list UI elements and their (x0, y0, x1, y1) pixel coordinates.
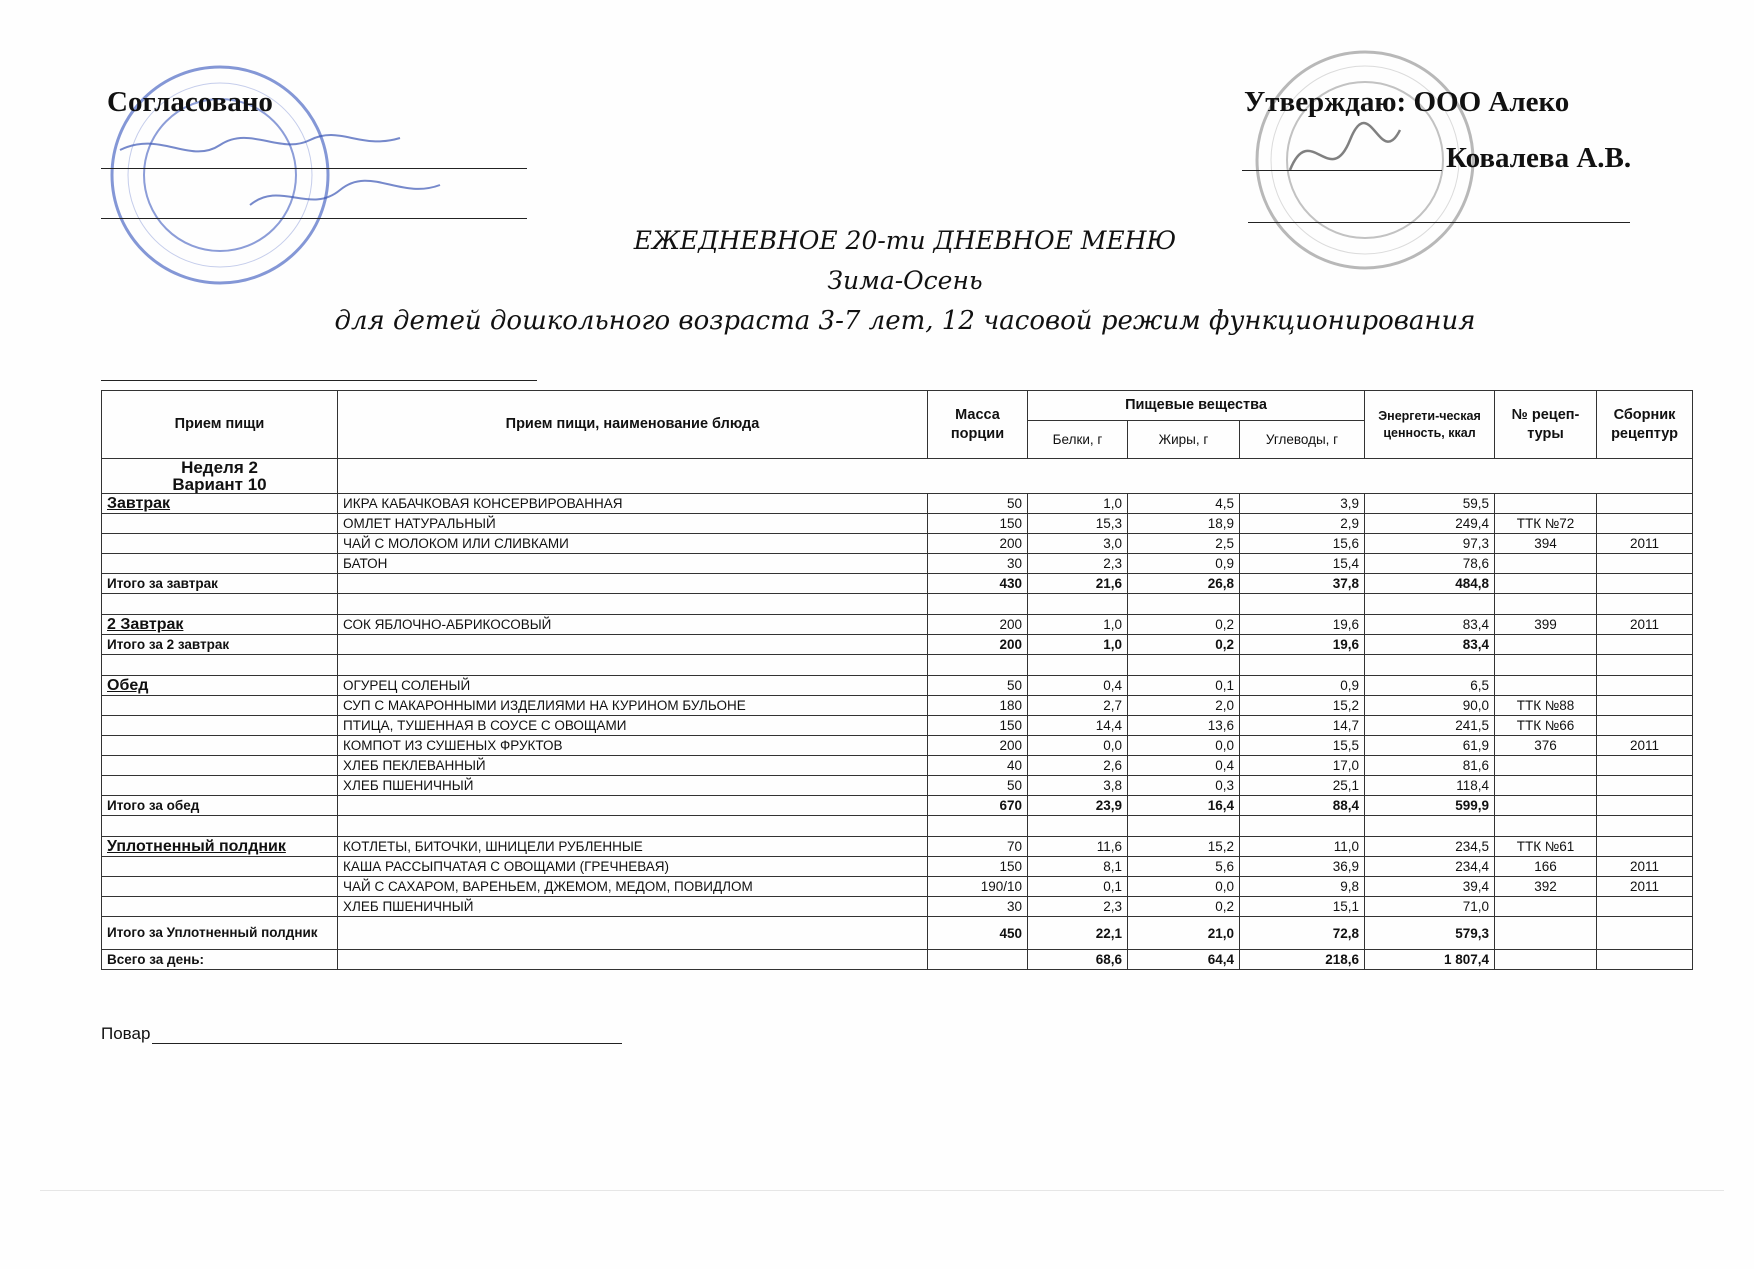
carbs-cell: 36,9 (1240, 857, 1365, 877)
fat-cell: 2,0 (1128, 696, 1240, 716)
cook-label: Повар (101, 1024, 151, 1043)
energy-cell: 71,0 (1365, 897, 1495, 917)
dish-cell: БАТОН (338, 554, 928, 574)
total-row (102, 574, 1693, 594)
collection-cell (1597, 716, 1693, 736)
meal-cell: Итого за 2 завтрак (102, 635, 338, 655)
energy-cell: 249,4 (1365, 514, 1495, 534)
recipe-cell (1495, 635, 1597, 655)
protein-cell: 2,3 (1028, 554, 1128, 574)
protein-cell: 2,3 (1028, 897, 1128, 917)
protein-cell: 2,7 (1028, 696, 1128, 716)
collection-cell (1597, 950, 1693, 970)
carbs-cell: 9,8 (1240, 877, 1365, 897)
collection-cell (1597, 696, 1693, 716)
recipe-cell: 394 (1495, 534, 1597, 554)
carbs-cell: 218,6 (1240, 950, 1365, 970)
spacer-row (102, 816, 1693, 837)
table-row (102, 736, 1693, 756)
meal-cell (102, 756, 338, 776)
fat-cell: 21,0 (1128, 917, 1240, 950)
protein-cell: 3,0 (1028, 534, 1128, 554)
table-row (102, 554, 1693, 574)
col-header-fat: Жиры, г (1128, 421, 1240, 459)
col-header-carbs: Углеводы, г (1240, 421, 1365, 459)
spacer-row (102, 594, 1693, 615)
carbs-cell: 14,7 (1240, 716, 1365, 736)
energy-cell: 83,4 (1365, 615, 1495, 635)
recipe-cell (1495, 950, 1597, 970)
recipe-cell (1495, 796, 1597, 816)
recipe-cell: ТТК №61 (1495, 837, 1597, 857)
season-subtitle: Зима-Осень (827, 266, 983, 295)
fat-cell: 13,6 (1128, 716, 1240, 736)
mass-cell: 670 (928, 796, 1028, 816)
recipe-cell: 166 (1495, 857, 1597, 877)
mass-cell: 200 (928, 635, 1028, 655)
total-row (102, 796, 1693, 816)
protein-cell: 0,0 (1028, 736, 1128, 756)
carbs-cell: 0,9 (1240, 676, 1365, 696)
energy-cell: 97,3 (1365, 534, 1495, 554)
table-row (102, 897, 1693, 917)
mass-cell: 150 (928, 716, 1028, 736)
carbs-cell: 2,9 (1240, 514, 1365, 534)
table-row (102, 716, 1693, 736)
energy-cell: 599,9 (1365, 796, 1495, 816)
protein-cell: 1,0 (1028, 615, 1128, 635)
mass-cell: 30 (928, 554, 1028, 574)
collection-cell (1597, 635, 1693, 655)
spacer-row (102, 655, 1693, 676)
energy-cell: 234,5 (1365, 837, 1495, 857)
collection-cell: 2011 (1597, 857, 1693, 877)
recipe-cell (1495, 897, 1597, 917)
collection-cell: 2011 (1597, 736, 1693, 756)
table-row (102, 676, 1693, 696)
col-header-protein: Белки, г (1028, 421, 1128, 459)
protein-cell: 0,1 (1028, 877, 1128, 897)
collection-cell (1597, 897, 1693, 917)
collection-cell (1597, 917, 1693, 950)
col-header-recipe: № рецеп-туры (1495, 391, 1597, 459)
meal-cell (102, 776, 338, 796)
collection-cell (1597, 574, 1693, 594)
dish-cell: ПТИЦА, ТУШЕННАЯ В СОУСЕ С ОВОЩАМИ (338, 716, 928, 736)
col-header-energy: Энергети-ческая ценность, ккал (1365, 391, 1495, 459)
energy-cell: 484,8 (1365, 574, 1495, 594)
energy-cell: 59,5 (1365, 494, 1495, 514)
dish-cell: КОТЛЕТЫ, БИТОЧКИ, ШНИЦЕЛИ РУБЛЕННЫЕ (338, 837, 928, 857)
meal-cell (102, 857, 338, 877)
mass-cell (928, 950, 1028, 970)
carbs-cell: 15,1 (1240, 897, 1365, 917)
protein-cell: 2,6 (1028, 756, 1128, 776)
mass-cell: 50 (928, 676, 1028, 696)
title-underline (101, 380, 537, 381)
mass-cell: 70 (928, 837, 1028, 857)
collection-cell (1597, 514, 1693, 534)
table-row (102, 837, 1693, 857)
dish-cell: ОГУРЕЦ СОЛЕНЫЙ (338, 676, 928, 696)
table-row (102, 494, 1693, 514)
carbs-cell: 19,6 (1240, 635, 1365, 655)
table-row (102, 857, 1693, 877)
energy-cell: 6,5 (1365, 676, 1495, 696)
recipe-cell (1495, 554, 1597, 574)
recipe-cell (1495, 574, 1597, 594)
energy-cell: 78,6 (1365, 554, 1495, 574)
page-bottom-edge (40, 1190, 1724, 1191)
protein-cell: 11,6 (1028, 837, 1128, 857)
meal-cell: Итого за завтрак (102, 574, 338, 594)
recipe-cell: ТТК №66 (1495, 716, 1597, 736)
meal-cell (102, 554, 338, 574)
carbs-cell: 72,8 (1240, 917, 1365, 950)
meal-cell: Обед (102, 676, 338, 696)
dish-cell: СУП С МАКАРОННЫМИ ИЗДЕЛИЯМИ НА КУРИНОМ БУЛЬОНЕ (338, 696, 928, 716)
fat-cell: 0,1 (1128, 676, 1240, 696)
recipe-cell: 392 (1495, 877, 1597, 897)
col-header-meal: Прием пищи (102, 391, 338, 459)
fat-cell: 15,2 (1128, 837, 1240, 857)
table-row (102, 696, 1693, 716)
left-signature-line-1 (101, 168, 527, 169)
meal-cell (102, 716, 338, 736)
carbs-cell: 88,4 (1240, 796, 1365, 816)
collection-cell (1597, 676, 1693, 696)
meal-cell (102, 877, 338, 897)
recipe-cell (1495, 756, 1597, 776)
dish-cell: ОМЛЕТ НАТУРАЛЬНЫЙ (338, 514, 928, 534)
energy-cell: 1 807,4 (1365, 950, 1495, 970)
left-signature-line-2 (101, 218, 527, 219)
carbs-cell: 3,9 (1240, 494, 1365, 514)
fat-cell: 0,0 (1128, 877, 1240, 897)
approver-name: Ковалева А.В. (1446, 142, 1632, 174)
collection-cell (1597, 756, 1693, 776)
fat-cell: 0,2 (1128, 615, 1240, 635)
recipe-cell (1495, 917, 1597, 950)
carbs-cell: 19,6 (1240, 615, 1365, 635)
meal-cell: Уплотненный полдник (102, 837, 338, 857)
meal-cell: Итого за обед (102, 796, 338, 816)
dish-cell: ХЛЕБ ПШЕНИЧНЫЙ (338, 897, 928, 917)
mass-cell: 40 (928, 756, 1028, 776)
table-row (102, 534, 1693, 554)
mass-cell: 30 (928, 897, 1028, 917)
mass-cell: 200 (928, 615, 1028, 635)
protein-cell: 68,6 (1028, 950, 1128, 970)
energy-cell: 81,6 (1365, 756, 1495, 776)
meal-cell (102, 897, 338, 917)
energy-cell: 241,5 (1365, 716, 1495, 736)
carbs-cell: 15,4 (1240, 554, 1365, 574)
carbs-cell: 25,1 (1240, 776, 1365, 796)
mass-cell: 200 (928, 736, 1028, 756)
protein-cell: 3,8 (1028, 776, 1128, 796)
meal-cell: Итого за Уплотненный полдник (102, 917, 338, 950)
mass-cell: 50 (928, 776, 1028, 796)
meal-cell: 2 Завтрак (102, 615, 338, 635)
dish-cell (338, 574, 928, 594)
dish-cell (338, 917, 928, 950)
table-row (102, 615, 1693, 635)
mass-cell: 190/10 (928, 877, 1028, 897)
approved-by-right-label: Утверждаю: ООО Алеко (1244, 86, 1570, 118)
recipe-cell: 376 (1495, 736, 1597, 756)
mass-cell: 150 (928, 514, 1028, 534)
protein-cell: 21,6 (1028, 574, 1128, 594)
protein-cell: 1,0 (1028, 635, 1128, 655)
table-row (102, 756, 1693, 776)
dish-cell: КОМПОТ ИЗ СУШЕНЫХ ФРУКТОВ (338, 736, 928, 756)
day-total-label: Всего за день: (102, 950, 338, 970)
carbs-cell: 15,2 (1240, 696, 1365, 716)
collection-cell: 2011 (1597, 615, 1693, 635)
table-row (102, 877, 1693, 897)
dish-cell (338, 950, 928, 970)
protein-cell: 22,1 (1028, 917, 1128, 950)
carbs-cell: 15,5 (1240, 736, 1365, 756)
collection-cell (1597, 796, 1693, 816)
collection-cell: 2011 (1597, 877, 1693, 897)
recipe-cell (1495, 676, 1597, 696)
carbs-cell: 11,0 (1240, 837, 1365, 857)
energy-cell: 83,4 (1365, 635, 1495, 655)
collection-cell: 2011 (1597, 534, 1693, 554)
dish-cell: ЧАЙ С МОЛОКОМ ИЛИ СЛИВКАМИ (338, 534, 928, 554)
carbs-cell: 37,8 (1240, 574, 1365, 594)
collection-cell (1597, 494, 1693, 514)
energy-cell: 234,4 (1365, 857, 1495, 877)
mass-cell: 430 (928, 574, 1028, 594)
mass-cell: 200 (928, 534, 1028, 554)
meal-cell (102, 534, 338, 554)
recipe-cell (1495, 776, 1597, 796)
energy-cell: 90,0 (1365, 696, 1495, 716)
week-label: Неделя 2 Вариант 10 (102, 459, 338, 494)
cook-signature-line (152, 1043, 622, 1044)
meal-cell: Завтрак (102, 494, 338, 514)
col-header-nutrients: Пищевые вещества (1028, 391, 1365, 421)
mass-cell: 50 (928, 494, 1028, 514)
right-signature-line-2 (1248, 222, 1630, 223)
protein-cell: 15,3 (1028, 514, 1128, 534)
left-signature-scribble (100, 120, 480, 230)
mass-cell: 180 (928, 696, 1028, 716)
fat-cell: 4,5 (1128, 494, 1240, 514)
dish-cell: ИКРА КАБАЧКОВАЯ КОНСЕРВИРОВАННАЯ (338, 494, 928, 514)
dish-cell: ХЛЕБ ПЕКЛЕВАННЫЙ (338, 756, 928, 776)
dish-cell (338, 796, 928, 816)
total-row (102, 635, 1693, 655)
recipe-cell: ТТК №88 (1495, 696, 1597, 716)
collection-cell (1597, 554, 1693, 574)
table-row (102, 776, 1693, 796)
total-row (102, 917, 1693, 950)
table-row (102, 514, 1693, 534)
menu-table (101, 390, 1693, 970)
fat-cell: 0,2 (1128, 635, 1240, 655)
day-total-row (102, 950, 1693, 970)
meal-cell (102, 696, 338, 716)
fat-cell: 26,8 (1128, 574, 1240, 594)
audience-subtitle: для детей дошкольного возраста 3-7 лет, 12 часовой режим функционирования (334, 306, 1476, 336)
energy-cell: 61,9 (1365, 736, 1495, 756)
dish-cell: СОК ЯБЛОЧНО-АБРИКОСОВЫЙ (338, 615, 928, 635)
collection-cell (1597, 776, 1693, 796)
mass-cell: 150 (928, 857, 1028, 877)
protein-cell: 0,4 (1028, 676, 1128, 696)
fat-cell: 0,0 (1128, 736, 1240, 756)
dish-cell (338, 635, 928, 655)
meal-cell (102, 514, 338, 534)
dish-cell: ЧАЙ С САХАРОМ, ВАРЕНЬЕМ, ДЖЕМОМ, МЕДОМ, ПОВИДЛОМ (338, 877, 928, 897)
fat-cell: 64,4 (1128, 950, 1240, 970)
right-signature-line-1 (1242, 170, 1442, 171)
fat-cell: 18,9 (1128, 514, 1240, 534)
fat-cell: 16,4 (1128, 796, 1240, 816)
fat-cell: 0,4 (1128, 756, 1240, 776)
protein-cell: 8,1 (1028, 857, 1128, 877)
col-header-mass: Масса порции (928, 391, 1028, 459)
energy-cell: 118,4 (1365, 776, 1495, 796)
recipe-cell: 399 (1495, 615, 1597, 635)
fat-cell: 2,5 (1128, 534, 1240, 554)
mass-cell: 450 (928, 917, 1028, 950)
energy-cell: 579,3 (1365, 917, 1495, 950)
fat-cell: 5,6 (1128, 857, 1240, 877)
protein-cell: 1,0 (1028, 494, 1128, 514)
carbs-cell: 17,0 (1240, 756, 1365, 776)
fat-cell: 0,2 (1128, 897, 1240, 917)
dish-cell: КАША РАССЫПЧАТАЯ С ОВОЩАМИ (ГРЕЧНЕВАЯ) (338, 857, 928, 877)
fat-cell: 0,9 (1128, 554, 1240, 574)
carbs-cell: 15,6 (1240, 534, 1365, 554)
approved-by-left-label: Согласовано (107, 86, 273, 118)
protein-cell: 14,4 (1028, 716, 1128, 736)
meal-cell (102, 736, 338, 756)
menu-title: ЕЖЕДНЕВНОЕ 20-ти ДНЕВНОЕ МЕНЮ (633, 226, 1177, 255)
collection-cell (1597, 837, 1693, 857)
fat-cell: 0,3 (1128, 776, 1240, 796)
energy-cell: 39,4 (1365, 877, 1495, 897)
recipe-cell (1495, 494, 1597, 514)
col-header-dish: Прием пищи, наименование блюда (338, 391, 928, 459)
recipe-cell: ТТК №72 (1495, 514, 1597, 534)
col-header-collection: Сборник рецептур (1597, 391, 1693, 459)
protein-cell: 23,9 (1028, 796, 1128, 816)
dish-cell: ХЛЕБ ПШЕНИЧНЫЙ (338, 776, 928, 796)
